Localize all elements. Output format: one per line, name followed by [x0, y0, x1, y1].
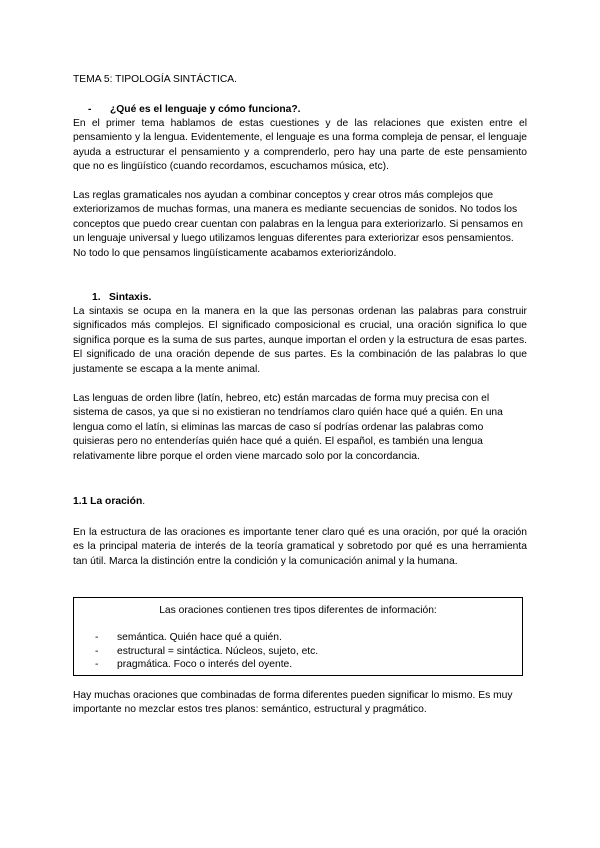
info-box-title: Las oraciones contienen tres tipos diferentes de información: [159, 605, 437, 616]
paragraph-6: Hay muchas oraciones que combinadas de forma diferentes pueden significar lo mismo. Es muy importante no mezclar estos tres planos: semántico, estructural y pragmático. [73, 690, 513, 716]
list-item [95, 645, 318, 659]
paragraph-2: Las reglas gramaticales nos ayudan a combinar conceptos y crear otros más complejos que exteriorizamos de muchas formas, una manera es mediante secuencias de sonidos. No todos los conceptos que puedo crear cuentan con palabras en la lengua para exteriorizarlo. Si pensamos en un lenguaje universal y luego utilizamos lenguas diferentes para exteriorizar esos pensamientos. No todo lo que pensamos lingüísticamente acabamos exteriorizándolo. [73, 190, 523, 259]
paragraph-3: La sintaxis se ocupa en la manera en la que las personas ordenan las palabras para construir significados más complejos. El significado composicional es crucial, una oración significa lo que significa porque es la suma de sus partes, aunque importan el orden y la estructura de esas partes. El significado de una oración depende de sus partes. Es la combinación de las palabras lo que justamente se escapa a la mente animal. [73, 306, 527, 375]
list-item-text: semántica. Quién hace qué a quién. [117, 632, 282, 643]
paragraph-4: Las lenguas de orden libre (latín, hebreo, etc) están marcadas de forma muy precisa con el sistema de casos, ya que si no existieran no tendríamos claro quién hace qué a quién. En una lengua como el latín, si eliminas las marcas de caso sí podrías ordenar las palabras como quisieras pero no entenderías quién hace qué a quién. El español, es también una lengua relativamente libre porque el orden viene marcado solo por la concordancia. [73, 393, 503, 462]
question-heading [88, 103, 518, 117]
subsection-punct: . [142, 496, 146, 507]
list-item [95, 631, 318, 645]
list-item-text: estructural = sintáctica. Núcleos, sujeto, etc. [117, 645, 319, 657]
section-heading-sintaxis [92, 291, 492, 305]
subsection-heading-oracion [73, 495, 527, 509]
paragraph-5: En la estructura de las oraciones es importante tener claro qué es una oración, por qué la oración es la principal materia de interés de la teoría gramatical y sobretodo por qué es una herramienta tan útil. Marca la distinción entre la condición y la comunicación animal y la humana. [73, 527, 527, 567]
bullet-dash: - [95, 659, 99, 670]
bullet-dash: - [95, 645, 99, 657]
page-title: TEMA 5: TIPOLOGÍA SINTÁCTICA. [73, 74, 238, 85]
info-list [95, 631, 318, 672]
paragraph-1: En el primer tema hablamos de estas cuestiones y de las relaciones que existen entre el pensamiento y la lengua. Evidentemente, el lenguaje es una forma compleja de pensar, el lenguaje ayuda a estructurar el pensamiento y a comprenderlo, pero hay una parte de este pensamiento que no es lingüístico (cuando recordamos, escuchamos música, etc). [73, 118, 527, 173]
bullet-dash: - [95, 632, 99, 643]
list-item-text: pragmática. Foco o interés del oyente. [117, 659, 293, 670]
section-title: Sintaxis. [109, 292, 152, 303]
section-number: 1. [92, 292, 101, 303]
info-box [73, 597, 523, 676]
list-item [95, 658, 318, 672]
subsection-title: 1.1 La oración [73, 496, 143, 507]
question-text: ¿Qué es el lenguaje y cómo funciona?. [110, 104, 301, 115]
bullet-dash: - [88, 104, 92, 115]
